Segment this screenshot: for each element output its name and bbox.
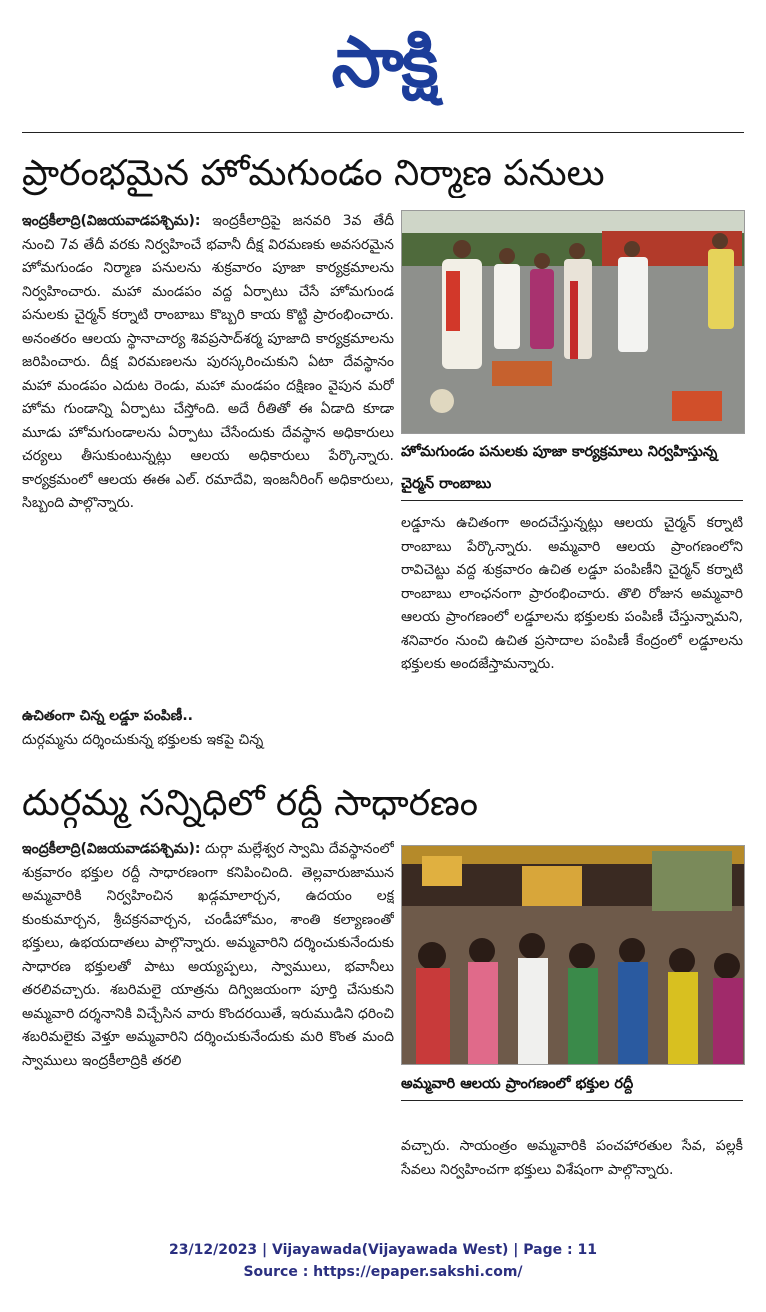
article2-body-left	[22, 838, 394, 1180]
article1-sub-body: దుర్గమ్మను దర్శించుకున్న భక్తులకు ఇకపై చిన్న	[22, 731, 264, 748]
article1-headline: ప్రారంభమైన హోమగుండం నిర్మాణ పనులు	[22, 153, 605, 194]
footer-source-link[interactable]: Source : https://epaper.sakshi.com/	[243, 1264, 523, 1280]
article1-body-left	[22, 210, 394, 730]
article1-body-text: ఇంద్రకీలాద్రిపై జనవరి 3వ తేదీ నుంచి 7వ తేదీ వరకు నిర్వహించే భవానీ దీక్ష విరమణకు అవసరమైన హోమగుండం నిర్మాణ పనులను శుక్రవారం పూజా కార్యక్రమాలను నిర్వహించారు. మహా మండపం వద్ద ఏర్పాటు చేసే హోమగుండ పనులకు చైర్మన్ కర్నాటి రాంబాబు కొబ్బరి కాయ కొట్టి ప్రారంభించారు. అనంతరం ఆలయ స్థానాచార్య శివప్రసాద్‌శర్మ పూజాది కార్యక్రమాలను జరిపించారు. దీక్ష విరమణలను పురస్కరించుకుని ఏటా దేవస్థానం మహా మండపం ఎదుట రెండు, మహా మండపం దక్షిణం వైపున మరో హోమ గుండాన్ని ఏర్పాటు చేస్తోంది. అదే రీతితో ఈ ఏడాది కూడా మూడు హోమగుండాలను ఏర్పాటు చేసేందుకు దేవస్థాన అధికారులు చర్యలు తీసుకుంటున్నట్లు ఆలయ అధికారులు పేర్కొన్నారు. కార్యక్రమంలో ఆలయ ఈఈ ఎల్. రమాదేవి, ఇంజనీరింగ్ అధికారులు, సిబ్బంది పాల్గొన్నారు.	[22, 213, 394, 511]
article2-body-right	[401, 1135, 743, 1215]
sakshi-logo: సాక్షి	[331, 21, 437, 103]
footer-edition-info: 23/12/2023 | Vijayawada(Vijayawada West) | Page : 11	[169, 1242, 597, 1258]
article1-photo	[401, 210, 745, 434]
article2-dateline: ఇంద్రకీలాద్రి(విజయవాడపశ్చిమ):	[22, 841, 201, 857]
article1-dateline: ఇంద్రకీలాద్రి(విజయవాడపశ్చిమ):	[22, 213, 201, 229]
masthead-divider	[22, 132, 744, 133]
article1-body-right	[401, 512, 743, 767]
article2-body-right-text: వచ్చారు. సాయంత్రం అమ్మవారికి పంచహారతుల సేవ, పల్లకీ సేవలు నిర్వహించగా భక్తులు విశేషంగా పాల్గొన్నారు.	[401, 1138, 743, 1178]
article1-subhead: ఉచితంగా చిన్న లడ్డూ పంపిణీ..	[22, 708, 193, 724]
article1-photo-caption: హోమగుండం పనులకు పూజా కార్యక్రమాలు నిర్వహిస్తున్న చైర్మన్ రాంబాబు	[401, 436, 743, 501]
article2-photo	[401, 845, 745, 1065]
article1-subsection	[22, 705, 394, 765]
article1-body-right-text: లడ్డూను ఉచితంగా అందచేస్తున్నట్లు ఆలయ చైర్మన్ కర్నాటి రాంబాబు పేర్కొన్నారు. అమ్మవారి ఆలయ ప్రాంగణంలోని రావిచెట్టు వద్ద శుక్రవారం ఉచిత లడ్డూ పంపిణీని చైర్మన్ కర్నాటి రాంబాబు లాంఛనంగా ప్రారంభించారు. తొలి రోజున అమ్మవారి ఆలయ ప్రాంగణంలో లడ్డూలను భక్తులకు పంపిణీ చేస్తున్నామని, శనివారం నుంచి ఉచిత ప్రసాదాల పంపిణీ కేంద్రంలో లడ్డూలను భక్తులకు అందజేస్తామన్నారు.	[401, 515, 743, 672]
article2-headline: దుర్గమ్మ సన్నిధిలో రద్దీ సాధారణం	[22, 783, 479, 824]
temple-crowd-image	[402, 846, 744, 1064]
article2-body-text: దుర్గా మల్లేశ్వర స్వామి దేవస్థానంలో శుక్రవారం భక్తుల రద్దీ సాధారణంగా కనిపించింది. తెల్లవారుజామున అమ్మవారికి నిర్వహించిన ఖడ్గమాలార్చన, ఉదయం లక్ష కుంకుమార్చన, శ్రీచక్రనవార్చన, చండీహోమం, శాంతి కల్యాణంతో భక్తులు, ఉభయదాతలు పాల్గొన్నారు. అమ్మవారిని దర్శించుకునేందుకు సాధారణ భక్తులతో పాటు అయ్యప్పలు, స్వాములు, భవానీలు తరలివచ్చారు. శబరిమలై యాత్రను దిగ్విజయంగా పూర్తి చేసుకుని అమ్మవారి దర్శనానికి విచ్చేసిన వారు కొందరయితే, ఇరుముడిని ధరించి శబరిమలైకు వెళ్తూ అమ్మవారిని దర్శించుకునేందుకు మరి కొంత మంది స్వాములు ఇంద్రకీలాద్రికి తరలి	[22, 841, 394, 1069]
article2-photo-caption: అమ్మవారి ఆలయ ప్రాంగణంలో భక్తుల రద్దీ	[401, 1068, 743, 1101]
homagundam-ritual-image	[402, 211, 744, 433]
